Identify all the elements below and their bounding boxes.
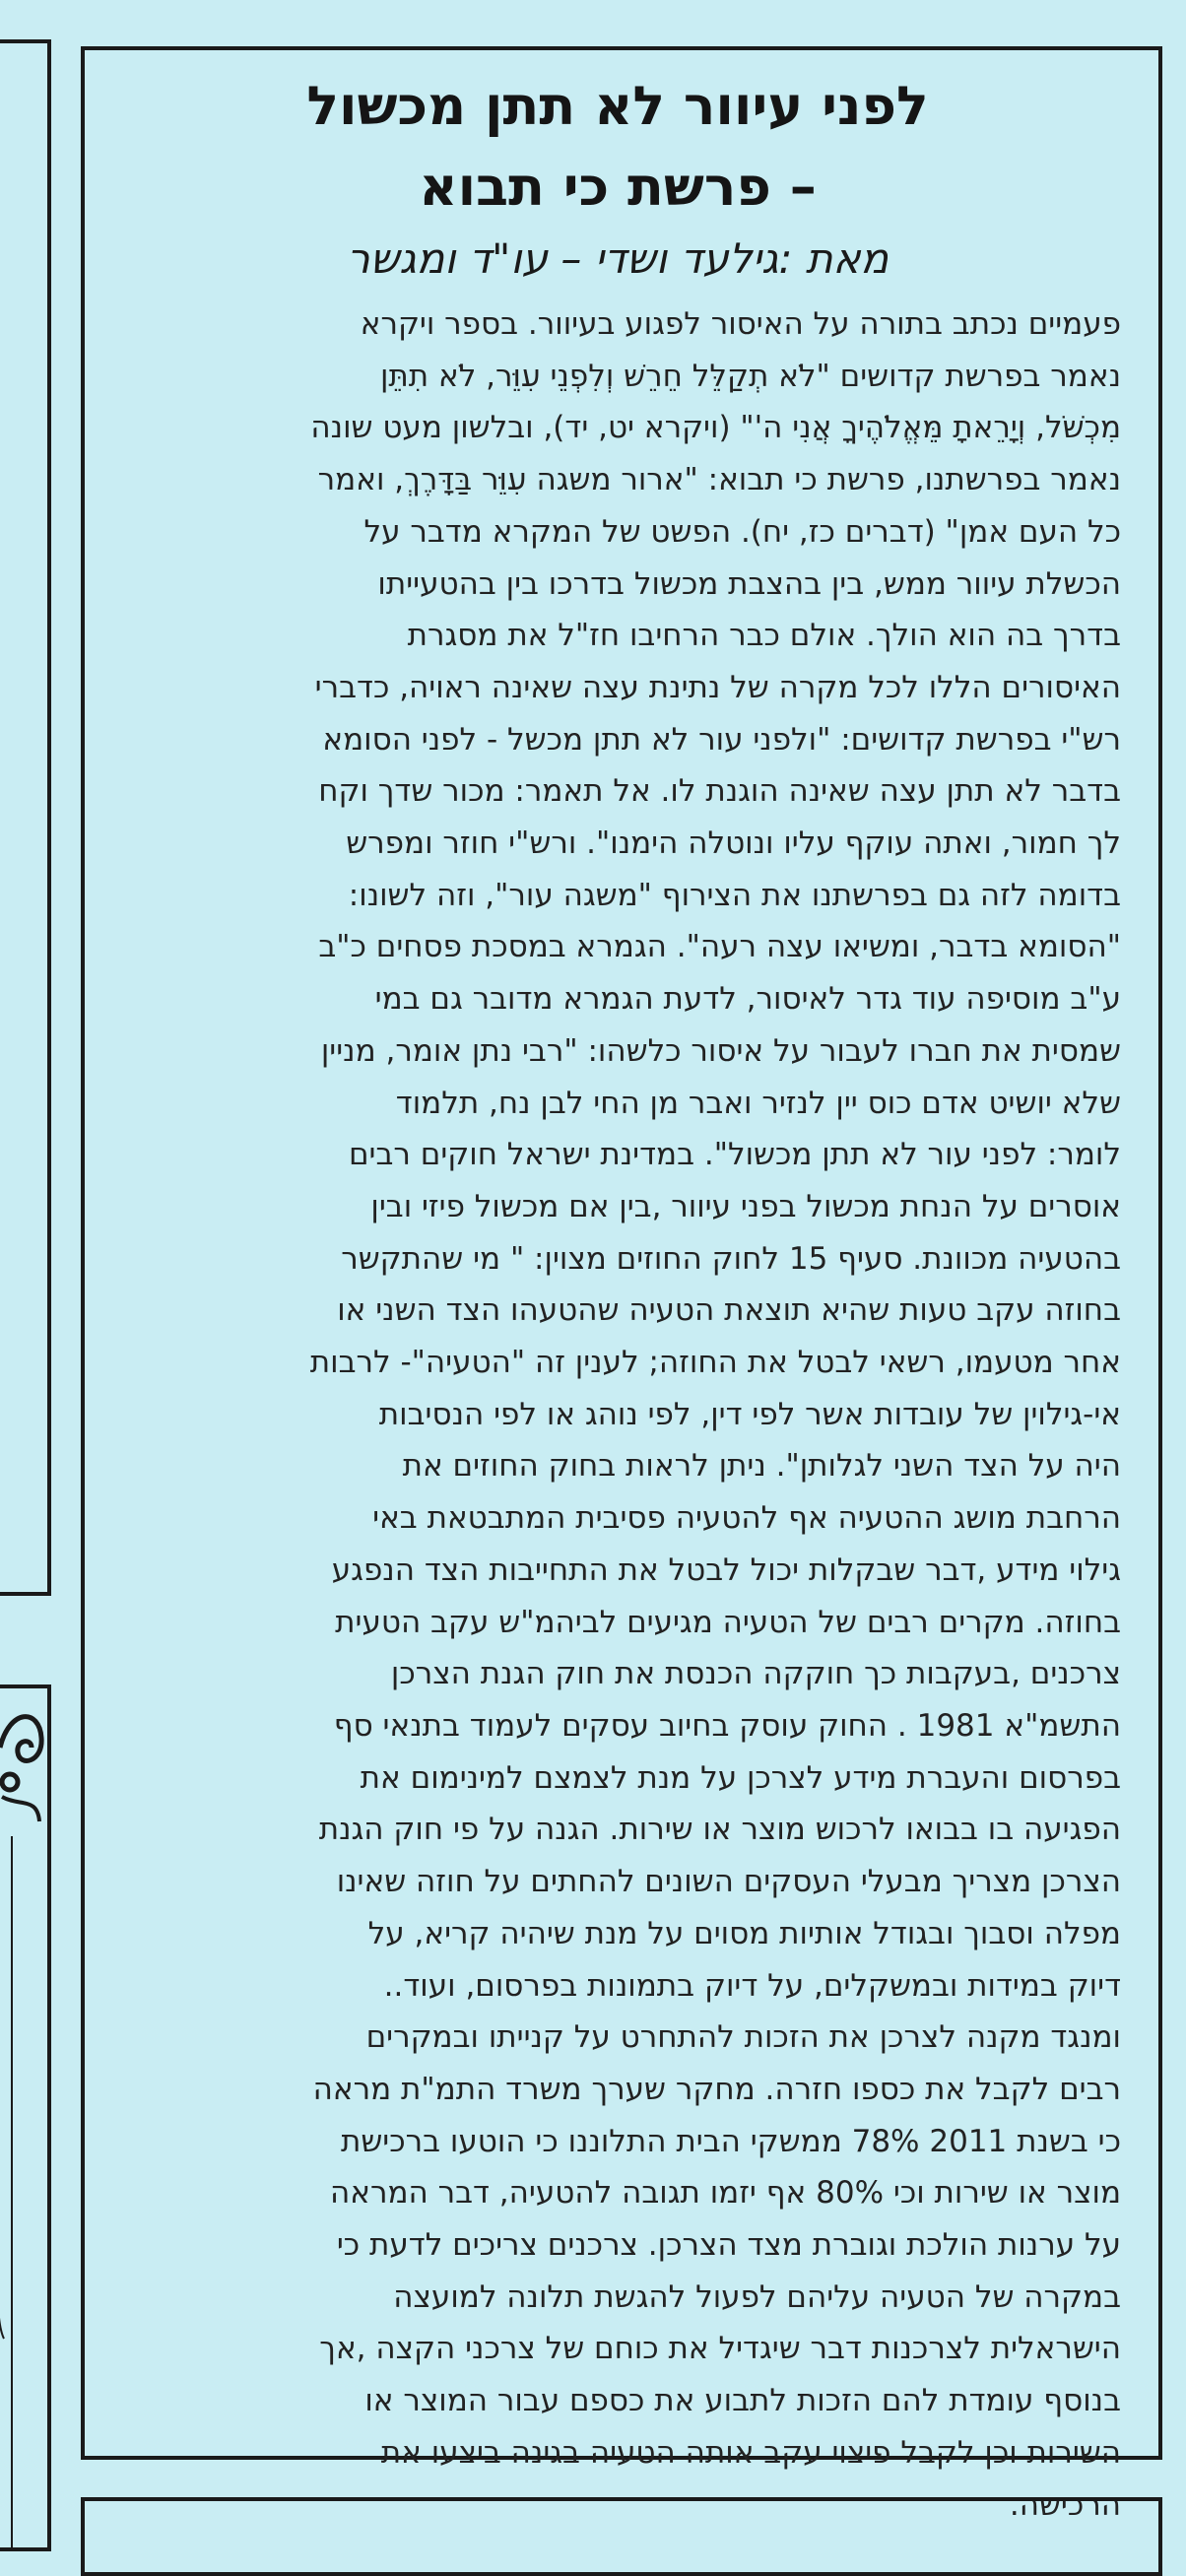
article-body-line: צרכנים ,בעקבות כך חוקקה הכנסת את חוק הגנת הצרכן [390, 1656, 1121, 1692]
article-body-line: אי-גילוין של עובדות אשר לפי דין, לפי נוהג או לפי הנסיבות [378, 1396, 1121, 1432]
next-article-frame [81, 2497, 1162, 2576]
article-body-line: היה על הצד השני לגלותן". ניתן לראות בחוק החוזים את [402, 1448, 1121, 1485]
article-body-line: הישראלית לצרכנות דבר שיגדיל את כוחם של צרכני הקצה ,אך [319, 2331, 1121, 2367]
article-body-line: דיוק במידות ובמשקלים, על דיוק בתמונות בפרסום, ועוד.. [383, 1967, 1121, 2004]
article-title [114, 66, 1121, 228]
article-title-line-2: – פרשת כי תבוא [419, 156, 817, 218]
article-body-line: רבים לקבל את כספו חזרה. מחקר שערך משרד התמ"ת מראה [312, 2071, 1121, 2107]
article-body-line: בדבר לא תתן עצה שאינה הוגנת לו. אל תאמר: מכור שדך וקח [318, 773, 1121, 810]
article-body-line: כי בשנת 2011 78% ממשקי הבית התלוננו כי הוטעו ברכישת [340, 2123, 1121, 2159]
article-body-line: בפרסום והעברת מידע לצרכן על מנת לצמצם למינימום את [360, 1759, 1121, 1796]
article-body-line: מִכְשֹׁל, וְיָרֵאתָ מֵּאֱלֹהֶיךָ אֲנִי ה'" (ויקרא יט, יד), ובלשון מעט שונה [310, 410, 1121, 446]
article-body-line: על ערנות הולכת וגוברת מצד הצרכן. צרכנים צריכים לדעת כי [336, 2227, 1121, 2264]
article-body-line: אוסרים על הנחת מכשול בפני עיוור ,בין אם מכשול פיזי ובין [370, 1188, 1121, 1224]
article-body [114, 298, 1121, 2531]
article-body-line: פעמיים נכתב בתורה על האיסור לפגוע בעיוור. בספר ויקרא [360, 306, 1121, 342]
ornament-graphic [0, 1688, 51, 2551]
article-body-line: הפגיעה בו בבואו לרכוש מוצר או שירות. הגנה על פי חוק הגנת [318, 1812, 1121, 1848]
article-body-line: נאמר בפרשתנו, פרשת כי תבוא: "ארור משגה עִוֵּר בַּדָּרֶךְ, ואמר [317, 462, 1121, 498]
article-body-line: ע"ב מוסיפה עוד גדר לאיסור, לדעת הגמרא מדובר גם במי [374, 981, 1121, 1018]
adjacent-article-frame-bottom [0, 1684, 51, 2551]
article-body-line: שמסית את חברו לעבור על איסור כלשהו: "רבי נתן אומר, מניין [320, 1032, 1121, 1069]
article-body-line: בדומה לזה גם בפרשתנו את הצירוף "משגה עור", וזה לשונו: [348, 877, 1121, 913]
article-body-line: "הסומא בדבר, ומשיאו עצה רעה". הגמרא במסכת פסחים כ"ב [318, 929, 1121, 965]
article-title-line-1: לפני עיוור לא תתן מכשול [306, 75, 929, 137]
article-body-line: גילוי מידע ,דבר שבקלות יכול לבטל את התחייבות הצד הנפגע [331, 1552, 1121, 1588]
article-body-line: ומנגד מקנה לצרכן את הזכות להתחרט על קנייתו ובמקרים [365, 2019, 1121, 2056]
article-body-line: במקרה של הטעיה עליהם לפעול להגשת תלונה למועצה [393, 2279, 1121, 2315]
article-body-line: בחוזה עקב טעות שהיא תוצאת הטעיה שהטעהו הצד השני או [337, 1292, 1121, 1329]
article-body-line: הכשלת עיוור ממש, בין בהצבת מכשול בדרכו בין בהטעייתו [377, 565, 1121, 602]
article-body-line: כל העם אמן" (דברים כז, יח). הפשט של המקרא מדבר על [363, 513, 1121, 550]
article-body-line: נאמר בפרשת קדושים "לֹא תְקַלֵּל חֵרֵשׁ וְלִפְנֵי עִוֵּר, לֹא תִתֵּן [379, 358, 1121, 394]
article-body-line: מפלה וסבוך ובגודל אותיות מסוים על מנת שיהיה קריא, על [367, 1915, 1121, 1951]
article-byline: מאת :גילעד ושדי – עו"ד ומגשר [346, 234, 890, 283]
article-body-line: לומר: לפני עור לא תתן מכשול". במדינת ישראל חוקים רבים [348, 1137, 1121, 1173]
article-body-line: הרחבת מושג ההטעיה אף להטעיה פסיבית המתבטאת באי [372, 1500, 1121, 1537]
article [81, 46, 1162, 2523]
article-body-line: שלא יושיט אדם כוס יין לנזיר ואבר מן החי לבן נח, תלמוד [395, 1085, 1121, 1121]
adjacent-article-frame-top [0, 39, 51, 1596]
article-body-line: האיסורים הללו לכל מקרה של נתינת עצה שאינה ראויה, כדברי [314, 669, 1121, 705]
article-body-line: מוצר או שירות וכי 80% אף יזמו תגובה להטעיה, דבר המראה [329, 2175, 1121, 2212]
article-body-line: הצרכן מצריך מבעלי העסקים השונים להחתים על חוזה שאינו [336, 1864, 1121, 1900]
article-body-line: בחוזה. מקרים רבים של הטעיה מגיעים לביהמ"ש עקב הטעית [335, 1604, 1121, 1640]
article-body-line: רש"י בפרשת קדושים: "ולפני עור לא תתן מכשל - לפני הסומא [322, 721, 1121, 758]
article-body-line: הרכישה. [1009, 2486, 1121, 2523]
article-body-line: לך חמור, ואתה עוקף עליו ונוטלה הימנו". ורש"י חוזר ומפרש [346, 826, 1121, 862]
article-body-line: בדרך בה הוא הולך. אולם כבר הרחיבו חז"ל את מסגרת [407, 618, 1121, 654]
article-body-line: השירות וכן לקבל פיצוי עקב אותה הטעיה בגינה ביצעו את [380, 2434, 1121, 2471]
article-body-line: התשמ"א 1981 . החוק עוסק בחיוב עסקים לעמוד בתנאי סף [333, 1707, 1121, 1744]
article-body-line: בנוסף עומדת להם הזכות לתבוע את כספם עבור המוצר או [364, 2383, 1121, 2419]
article-body-line: בהטעיה מכוונת. סעיף 15 לחוק החוזים מצוין: " מי שהתקשר [341, 1240, 1121, 1277]
article-body-line: אחר מטעמו, רשאי לבטל את החוזה; לענין זה "הטעיה"- לרבות [309, 1345, 1121, 1381]
